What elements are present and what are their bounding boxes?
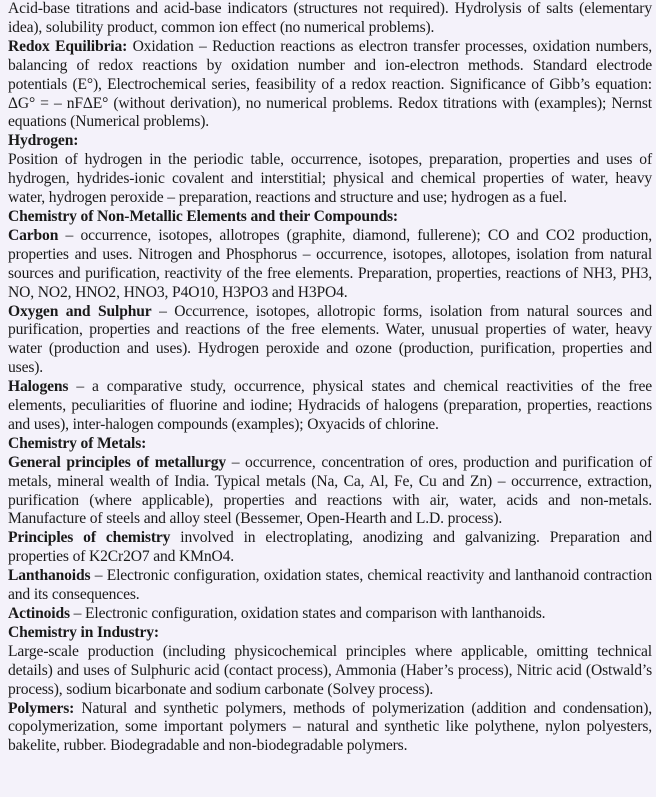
paragraph-text: Oxidation – Reduction reactions as electron transfer processes, oxidation numbers, balancing of redox reactions by oxidation number and ion-electron methods. Standard electrode potentials (E°), Electrochemical series, feasibility of a redox reaction. Significance of Gibb’s equation: ΔG° = – nFΔE° (without derivation), no numerical problems. Redox titrations with (examples); Nernst equations (Numerical problems).	[8, 37, 652, 131]
syllabus-text	[8, 0, 652, 756]
paragraph-carbon	[8, 227, 652, 303]
paragraph-oxygen-sulphur	[8, 303, 652, 379]
section-heading-industry: Chemistry in Industry:	[8, 623, 159, 641]
paragraph-text: – a comparative study, occurrence, physical states and chemical reactivities of the free elements, peculiarities of fluorine and iodine; Hydracids of halogens (preparation, properties, reactions and uses), inter-halogen compounds (examples); Oxyacids of chlorine.	[8, 378, 652, 433]
section-heading-hydrogen: Hydrogen:	[8, 132, 79, 150]
paragraph-halogens	[8, 378, 652, 435]
paragraph-lead: Lanthanoids	[8, 567, 91, 585]
paragraph-hydrogen	[8, 151, 652, 208]
paragraph-text: – Electronic configuration, oxidation states, chemical reactivity and lanthanoid contraction and its consequences.	[8, 567, 652, 604]
paragraph-text: – occurrence, isotopes, allotropes (graphite, diamond, fullerene); CO and CO2 production, properties and uses. Nitrogen and Phosphorus – occurrence, isotopes, allotopes, isolation from natural sources and purification, reactivity of the free elements. Preparation, properties, reactions of NH3, PH3, NO, NO2, HNO2, HNO3, P4O10, H3PO3 and H3PO4.	[8, 226, 652, 301]
paragraph-text: – occurrence, concentration of ores, production and purification of metals, mineral wealth of India. Typical metals (Na, Ca, Al, Fe, Cu and Zn) – occurrence, extraction, purification (where applicable), properties and reactions with air, water, acids and non-metals. Manufacture of steels and alloy steel (Bessemer, Open-Hearth and L.D. process).	[8, 453, 652, 528]
paragraph-text: Large-scale production (including physicochemical principles where applicable, omitting technical details) and uses of Sulphuric acid (contact process), Ammonia (Haber’s process), Nitric acid (Ostwald’s process), sodium bicarbonate and sodium carbonate (Solvey process).	[8, 642, 652, 698]
paragraph-lead: Oxygen and Sulphur	[8, 302, 152, 320]
paragraph-text: Position of hydrogen in the periodic table, occurrence, isotopes, preparation, properties and uses of hydrogen, hydrides-ionic covalent and interstitial; physical and chemical properties of water, heavy water, hydrogen peroxide – preparation, reactions and structure and use; hydrogen as a fuel.	[8, 151, 652, 207]
paragraph-metallurgy	[8, 454, 652, 530]
paragraph-text: – Electronic configuration, oxidation states and comparison with lanthanoids.	[69, 605, 546, 622]
paragraph-text: involved in electroplating, anodizing and galvanizing. Preparation and properties of K2Cr2O7 and KMnO4.	[8, 529, 652, 566]
section-heading-metals: Chemistry of Metals:	[8, 434, 147, 452]
paragraph-actinoids	[8, 605, 652, 624]
paragraph-large-scale-production	[8, 643, 652, 700]
paragraph-principles-of-chemistry	[8, 529, 652, 567]
paragraph-acid-base-titrations	[8, 0, 652, 38]
paragraph-lead: Redox Equilibria:	[8, 37, 128, 55]
paragraph-lead: Actinoids	[8, 605, 70, 622]
paragraph-lead: General principles of metallurgy	[8, 453, 227, 471]
section-heading-non-metallic-elements: Chemistry of Non-Metallic Elements and their Compounds:	[8, 207, 398, 225]
paragraph-redox-equilibria	[8, 38, 652, 133]
paragraph-lead: Halogens	[8, 378, 69, 396]
paragraph-lead: Polymers:	[8, 699, 75, 717]
paragraph-lead: Principles of chemistry	[8, 529, 171, 547]
paragraph-text: – Occurrence, isotopes, allotropic forms, isolation from natural sources and purification, properties and reactions of the free elements. Water, unusual properties of water, heavy water (production and uses). Hydrogen peroxide and ozone (production, purification, properties and uses).	[8, 302, 653, 377]
paragraph-lead: Carbon	[8, 226, 59, 244]
paragraph-polymers	[8, 700, 652, 757]
paragraph-text: Natural and synthetic polymers, methods of polymerization (addition and condensation), copolymerization, some important polymers – natural and synthetic like polythene, nylon polyesters, bakelite, rubber. Biodegradable and non-biodegradable polymers.	[8, 699, 652, 755]
paragraph-lanthanoids	[8, 567, 652, 605]
paragraph-text: Acid-base titrations and acid-base indicators (structures not required). Hydrolysis of salts (elementary idea), solubility product, common ion effect (no numerical problems).	[8, 0, 652, 36]
